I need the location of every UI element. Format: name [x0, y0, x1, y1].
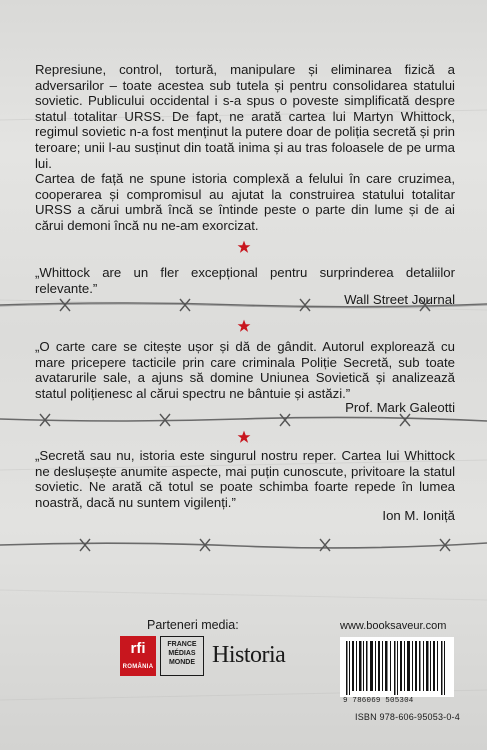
quote-source-3: Ion M. Ioniță [382, 508, 455, 523]
review-quote-2 [35, 339, 455, 401]
media-partners-label: Parteneri media: [147, 618, 239, 632]
rfi-logo: rfi ROMÂNIA [120, 636, 156, 676]
barcode-icon [340, 637, 454, 697]
isbn-number: ISBN 978-606-95053-0-4 [355, 712, 460, 722]
quote-source-1: Wall Street Journal [344, 292, 455, 307]
barbed-wire-3 [0, 535, 487, 555]
quote-text: „Secretă sau nu, istoria este singurul nostru reper. Cartea lui Whittock ne deslușește anumite aspecte, mai puțin cunoscute, privitoare la statul sovietic. Ne arată că totul se poate schimba foarte repede în lumea noastră, dacă nu suntem vigilenți.” [35, 448, 455, 510]
quote-text: „Whittock are un fler excepțional pentru surprinderea detaliilor relevante.” [35, 265, 455, 296]
quote-source-2: Prof. Mark Galeotti [345, 400, 455, 415]
red-star-icon [237, 240, 251, 254]
blurb-paragraph-1: Represiune, control, tortură, manipulare și eliminarea fizică a adversarilor – toate acestea sub tutela și pentru consolidarea statului sovietic. Publicului occidental i s-a spus o poveste simplificată despre statul totalitar URSS. De fapt, ne arată cartea lui Martyn Whittock, regimul sovietic n-a fost menținut la putere doar de poliția secretă și prin teroare; unii l-au susținut din toată inima și au tras foloasele de pe urma lui. [35, 62, 456, 171]
france-medias-monde-logo: FRANCE MÉDIAS MONDE [160, 636, 204, 676]
barcode [340, 637, 454, 697]
historia-logo: Historia [212, 642, 286, 668]
publisher-website: www.booksaveur.com [340, 620, 447, 632]
blurb-paragraph-2: Cartea de față ne spune istoria complexă a felului în care cruzimea, cooperarea și compromisul au ajutat la construirea statului totalitar URSS a cărui umbră încă se întinde peste o parte din lume și de ai cărui demoni încă nu ne-am exorcizat. [35, 171, 455, 233]
book-blurb [35, 62, 455, 234]
quote-text: „O carte care se citește ușor și dă de gândit. Autorul explorează cu mare pricepere tacticile prin care criminala Poliție Secretă, sub toate avatarurile sale, a ajuns să domine Uniunea Sovietică și analizează statul polițienesc al cărui spectru ne bântuie și astăzi.” [35, 339, 455, 401]
barcode-digits: 9 786069 505304 [343, 697, 414, 705]
red-star-icon [237, 319, 251, 333]
red-star-icon [237, 430, 251, 444]
review-quote-3 [35, 448, 455, 510]
